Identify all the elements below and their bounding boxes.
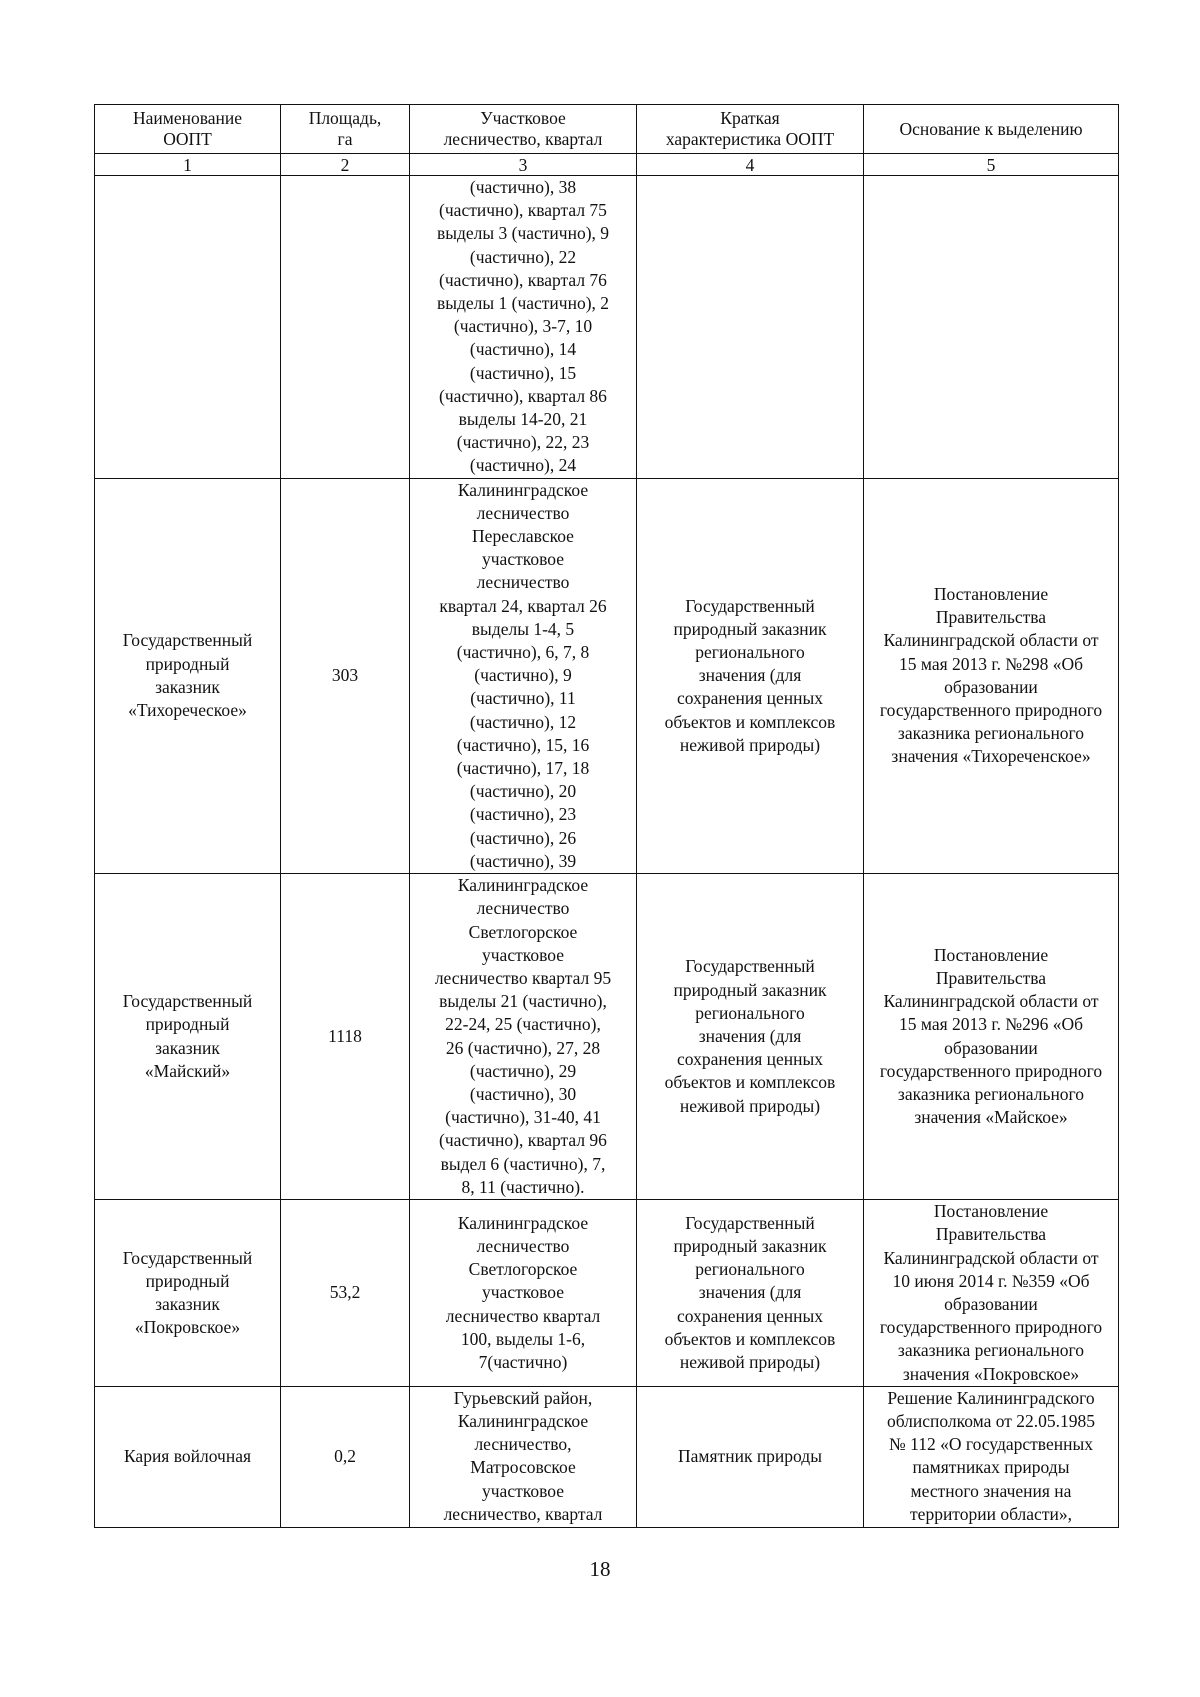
header-area: Площадь, га <box>281 105 410 154</box>
cell-forestry: Гурьевский район, Калининградское лесничество, Матросовское участковое лесничество, квартал <box>410 1386 637 1527</box>
header-description: Краткая характеристика ООПТ <box>637 105 864 154</box>
column-number: 1 <box>95 154 281 176</box>
column-number: 2 <box>281 154 410 176</box>
cell-name: Государственный природный заказник «Тихоречеcкое» <box>95 478 281 873</box>
cell-basis: Постановление Правительства Калининградской области от 15 мая 2013 г. №298 «Об образовании государственного природного заказника регионального значения «Тихореченское» <box>864 478 1119 873</box>
cell-basis: Решение Калининградского облисполкома от 22.05.1985 № 112 «О государственных памятниках природы местного значения на территории области», <box>864 1386 1119 1527</box>
table-row <box>95 874 1119 1200</box>
cell-area: 0,2 <box>281 1386 410 1527</box>
cell-name: Государственный природный заказник «Покровское» <box>95 1200 281 1387</box>
header-basis: Основание к выделению <box>864 105 1119 154</box>
column-number: 3 <box>410 154 637 176</box>
table-header-row <box>95 105 1119 154</box>
cell-basis: Постановление Правительства Калининградской области от 10 июня 2014 г. №359 «Об образовании государственного природного заказника регионального значения «Покровское» <box>864 1200 1119 1387</box>
cell-area <box>281 176 410 479</box>
cell-name: Кария войлочная <box>95 1386 281 1527</box>
cell-forestry: Калининградское лесничество Светлогорское участковое лесничество квартал 95 выделы 21 (частично), 22-24, 25 (частично), 26 (частично), 27, 28 (частично), 29 (частично), 30 (частично), 31-40, 41 (частично), квартал 96 выдел 6 (частично), 7, 8, 11 (частично). <box>410 874 637 1200</box>
cell-area: 303 <box>281 478 410 873</box>
cell-forestry: Калининградское лесничество Переславское участковое лесничество квартал 24, квартал 26 выделы 1-4, 5 (частично), 6, 7, 8 (частично), 9 (частично), 11 (частично), 12 (частично), 15, 16 (частично), 17, 18 (частично), 20 (частично), 23 (частично), 26 (частично), 39 <box>410 478 637 873</box>
column-number-row <box>95 154 1119 176</box>
cell-description <box>637 176 864 479</box>
column-number: 5 <box>864 154 1119 176</box>
cell-forestry: (частично), 38 (частично), квартал 75 выделы 3 (частично), 9 (частично), 22 (частично), квартал 76 выделы 1 (частично), 2 (частично), 3-7, 10 (частично), 14 (частично), 15 (частично), квартал 86 выделы 14-20, 21 (частично), 22, 23 (частично), 24 <box>410 176 637 479</box>
protected-areas-table <box>94 104 1119 1528</box>
cell-description: Государственный природный заказник регионального значения (для сохранения ценных объектов и комплексов неживой природы) <box>637 874 864 1200</box>
cell-area: 53,2 <box>281 1200 410 1387</box>
table-row <box>95 478 1119 873</box>
cell-description: Государственный природный заказник регионального значения (для сохранения ценных объектов и комплексов неживой природы) <box>637 1200 864 1387</box>
cell-area: 1118 <box>281 874 410 1200</box>
table-row <box>95 1386 1119 1527</box>
cell-basis <box>864 176 1119 479</box>
page-number: 18 <box>589 1557 611 1581</box>
table-row <box>95 1200 1119 1387</box>
table-row <box>95 176 1119 479</box>
column-number: 4 <box>637 154 864 176</box>
cell-description: Памятник природы <box>637 1386 864 1527</box>
cell-forestry: Калининградское лесничество Светлогорское участковое лесничество квартал 100, выделы 1-6, 7(частично) <box>410 1200 637 1387</box>
cell-name <box>95 176 281 479</box>
header-forestry: Участковое лесничество, квартал <box>410 105 637 154</box>
cell-basis: Постановление Правительства Калининградской области от 15 мая 2013 г. №296 «Об образовании государственного природного заказника регионального значения «Майское» <box>864 874 1119 1200</box>
cell-name: Государственный природный заказник «Майский» <box>95 874 281 1200</box>
header-name: Наименование ООПТ <box>95 105 281 154</box>
cell-description: Государственный природный заказник регионального значения (для сохранения ценных объектов и комплексов неживой природы) <box>637 478 864 873</box>
